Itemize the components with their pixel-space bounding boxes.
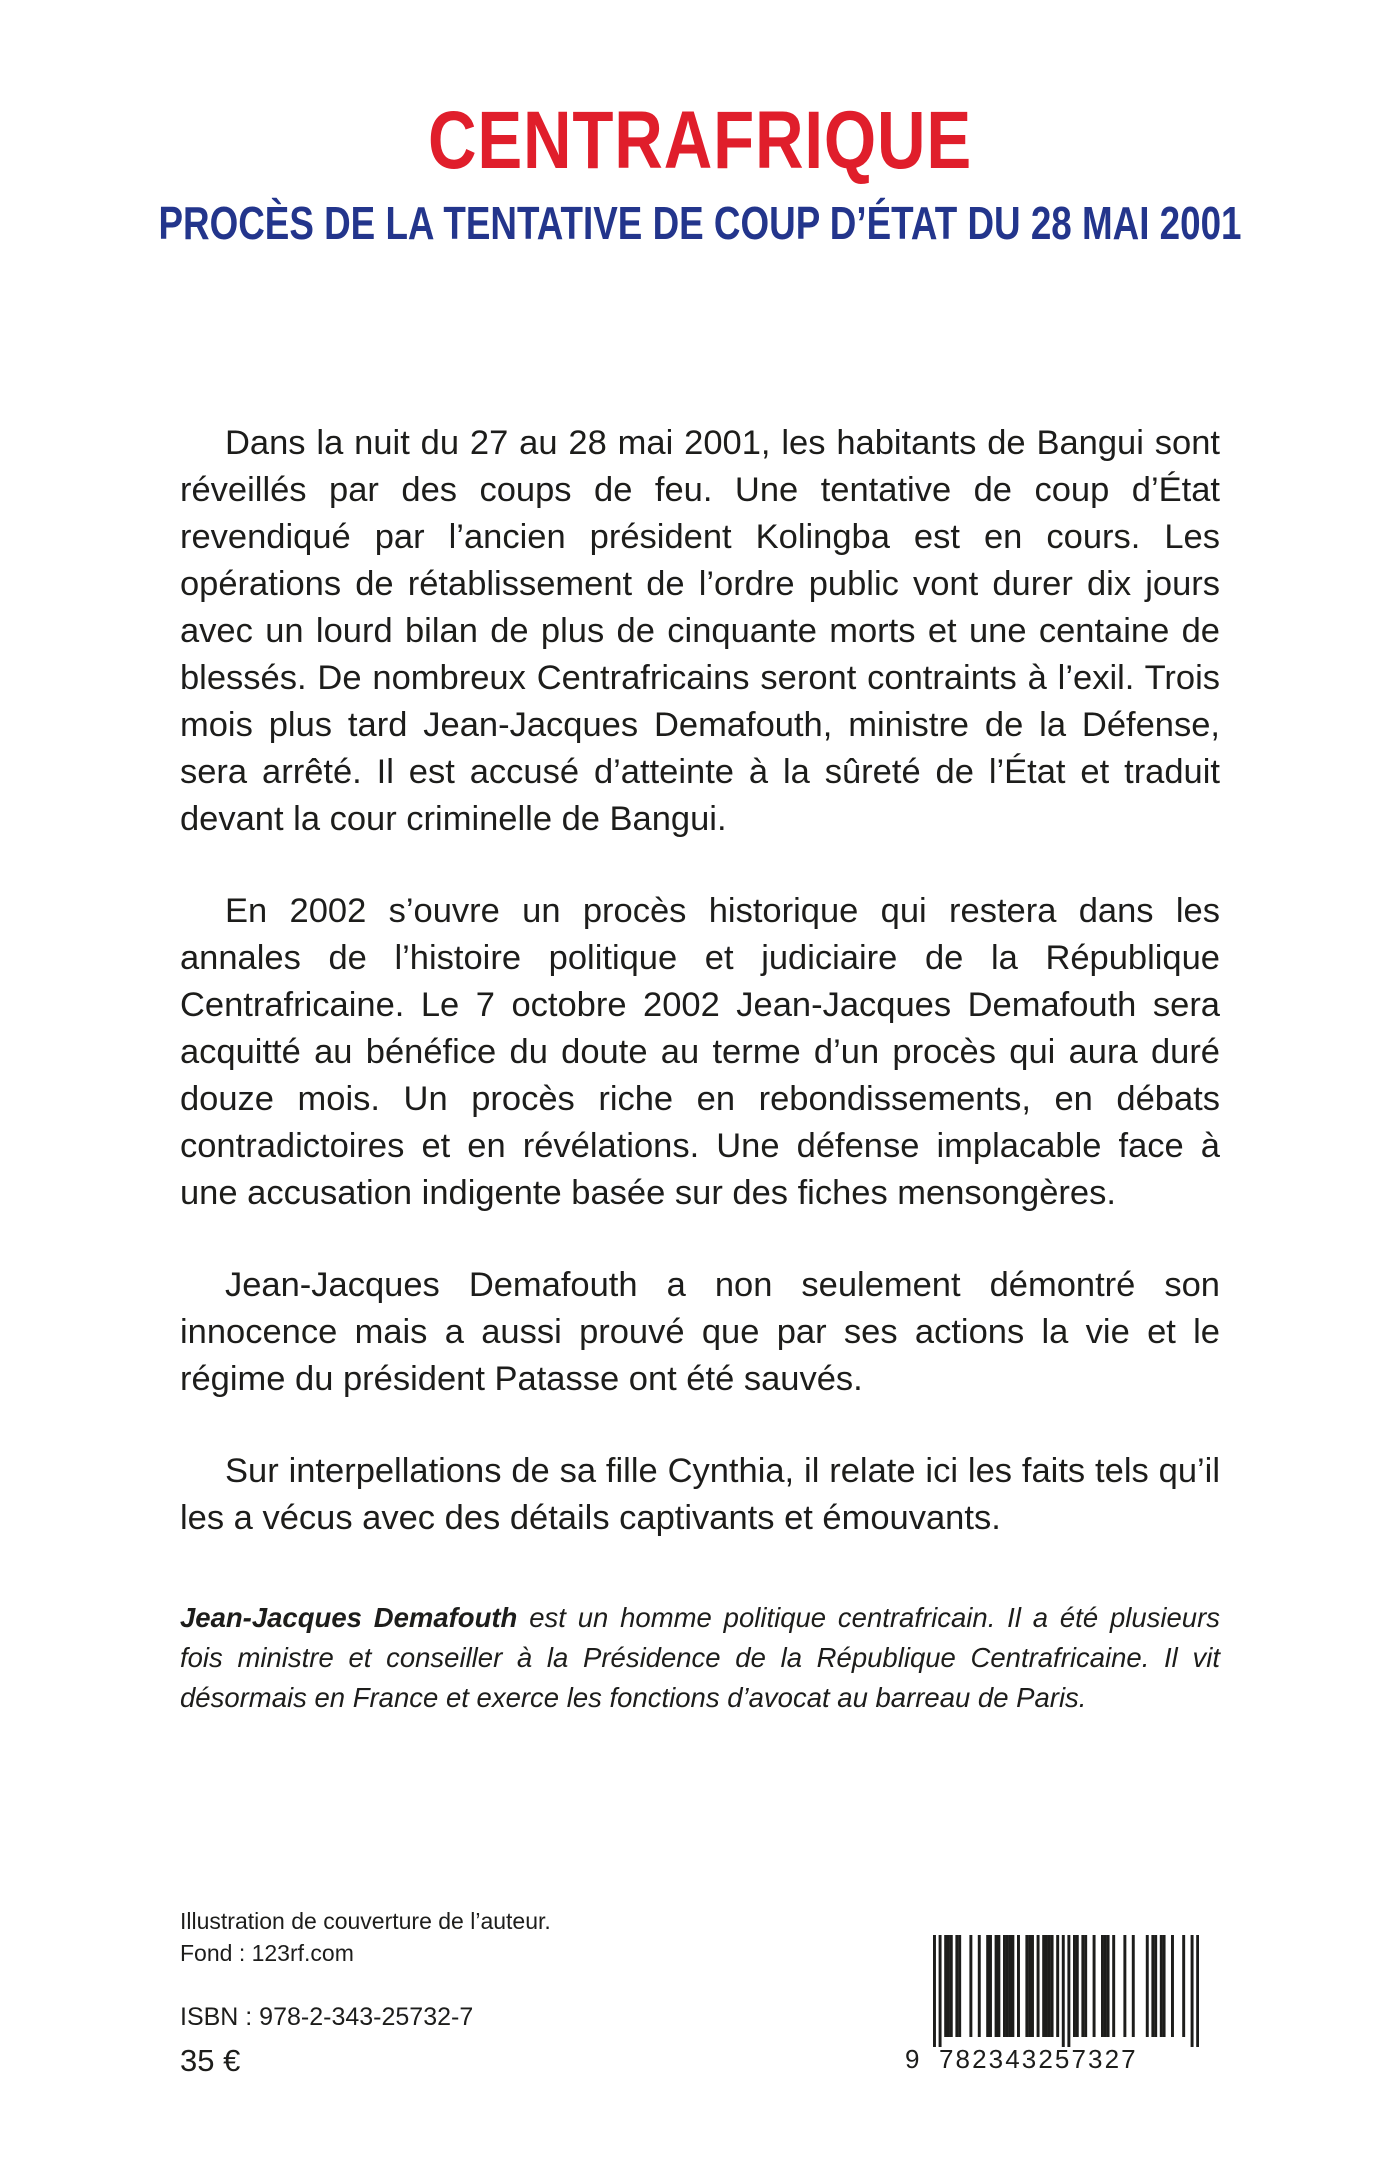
blurb-paragraph: Dans la nuit du 27 au 28 mai 2001, les habitants de Bangui sont réveillés par des coups de feu. Une tentative de coup d’État revendiqué par l’ancien président Kolingba est en cours. Les opérations de rétablissement de l’ordre public vont durer dix jours avec un lourd bilan de plus de cinquante morts et une centaine de blessés. De nombreux Centrafricains seront contraints à l’exil. Trois mois plus tard Jean-Jacques Demafouth, ministre de la Défense, sera arrêté. Il est accusé d’atteinte à la sûreté de l’État et traduit devant la cour criminelle de Bangui. [180, 424, 1220, 838]
price: 35 € [180, 2043, 241, 2078]
barcode-bar [1163, 1935, 1166, 2037]
barcode-bar [1048, 1935, 1051, 2037]
barcode-bar [1084, 1935, 1087, 2037]
barcode-bar [947, 1935, 950, 2037]
barcode-bar [1101, 1935, 1104, 2037]
barcode-bar [1011, 1935, 1014, 2037]
book-subtitle: PROCÈS DE LA TENTATIVE DE COUP D’ÉTAT DU 28 MAI 2001 [158, 197, 1242, 249]
barcode-bar [1151, 1935, 1154, 2037]
cover-credits [180, 1905, 551, 1969]
barcode-bar [933, 1935, 936, 2047]
barcode-bar [944, 1935, 947, 2037]
blurb-paragraph: En 2002 s’ouvre un procès historique qui restera dans les annales de l’histoire politique et judiciaire de la République Centrafricaine. Le 7 octobre 2002 Jean-Jacques Demafouth sera acquitté au bénéfice du doute au terme d’un procès qui aura duré douze mois. Un procès riche en rebondissements, en débats contradictoires et en révélations. Une défense implacable face à une accusation indigente basée sur des fiches mensongères. [180, 892, 1220, 1212]
barcode-bar [1154, 1935, 1157, 2037]
barcode-bar [1017, 1935, 1020, 2037]
barcode-bar [1093, 1935, 1096, 2037]
barcode-bar [986, 1935, 989, 2037]
background-credit: Fond : 123rf.com [180, 1940, 354, 1966]
barcode [905, 1935, 1203, 2087]
author-bio-text: est un homme politique centrafricain. Il a été plusieurs fois ministre et conseiller à la Présidence de la République Centrafricaine. Il vit désormais en France et exerce les fonctions d’avocat au barreau de Paris. [180, 1602, 1221, 1713]
barcode-bar [1056, 1935, 1059, 2037]
barcode-bar [1076, 1935, 1079, 2037]
barcode-bar [969, 1935, 972, 2037]
barcode-bar [1031, 1935, 1034, 2037]
barcode-lead-digit: 9 [905, 2044, 920, 2074]
barcode-bar [1045, 1935, 1048, 2037]
barcode-bar [1051, 1935, 1054, 2037]
back-cover-blurb [180, 420, 1220, 1587]
barcode-bar [1062, 1935, 1065, 2047]
barcode-bar [1107, 1935, 1110, 2037]
barcode-bar [1006, 1935, 1009, 2037]
barcode-bar [1160, 1935, 1163, 2037]
barcode-bar [989, 1935, 992, 2037]
barcode-bar [1191, 1935, 1194, 2047]
barcode-bar [1003, 1935, 1006, 2037]
barcode-bar [1028, 1935, 1031, 2037]
barcode-bar [1025, 1935, 1028, 2037]
barcode-bar [1171, 1935, 1174, 2037]
barcode-bar [955, 1935, 958, 2037]
isbn: ISBN : 978-2-343-25732-7 [180, 2003, 474, 2031]
barcode-bar [1042, 1935, 1045, 2037]
blurb-paragraph: Sur interpellations de sa fille Cynthia, il relate ici les faits tels qu’il les a vécus avec des détails captivants et émouvants. [180, 1452, 1220, 1537]
blurb-paragraph: Jean-Jacques Demafouth a non seulement démontré son innocence mais a aussi prouvé que par ses actions la vie et le régime du président Patasse ont été sauvés. [180, 1266, 1220, 1398]
barcode-bar [1182, 1935, 1185, 2037]
barcode-bar [997, 1935, 1000, 2037]
barcode-bar [939, 1935, 942, 2047]
barcode-bar [1009, 1935, 1012, 2037]
barcode-digits: 782343257327 [939, 2044, 1138, 2074]
barcode-bar [1123, 1935, 1126, 2037]
barcode-bar [995, 1935, 998, 2037]
barcode-bar [1037, 1935, 1040, 2037]
barcode-bar [1132, 1935, 1135, 2037]
barcode-bar [1067, 1935, 1070, 2047]
barcode-bar [1073, 1935, 1076, 2037]
barcode-bar [1104, 1935, 1107, 2037]
barcode-bar [958, 1935, 961, 2037]
author-name: Jean-Jacques Demafouth [180, 1602, 518, 1633]
barcode-bar [950, 1935, 953, 2037]
barcode-bar [1196, 1935, 1199, 2047]
illustration-credit: Illustration de couverture de l’auteur. [180, 1908, 551, 1934]
barcode-bar [978, 1935, 981, 2037]
author-bio [180, 1598, 1220, 1718]
barcode-bars [933, 1935, 1199, 2047]
book-title: CENTRAFRIQUE [427, 95, 973, 186]
barcode-bar [1112, 1935, 1115, 2037]
barcode-bar [1081, 1935, 1084, 2037]
barcode-bar [1146, 1935, 1149, 2037]
